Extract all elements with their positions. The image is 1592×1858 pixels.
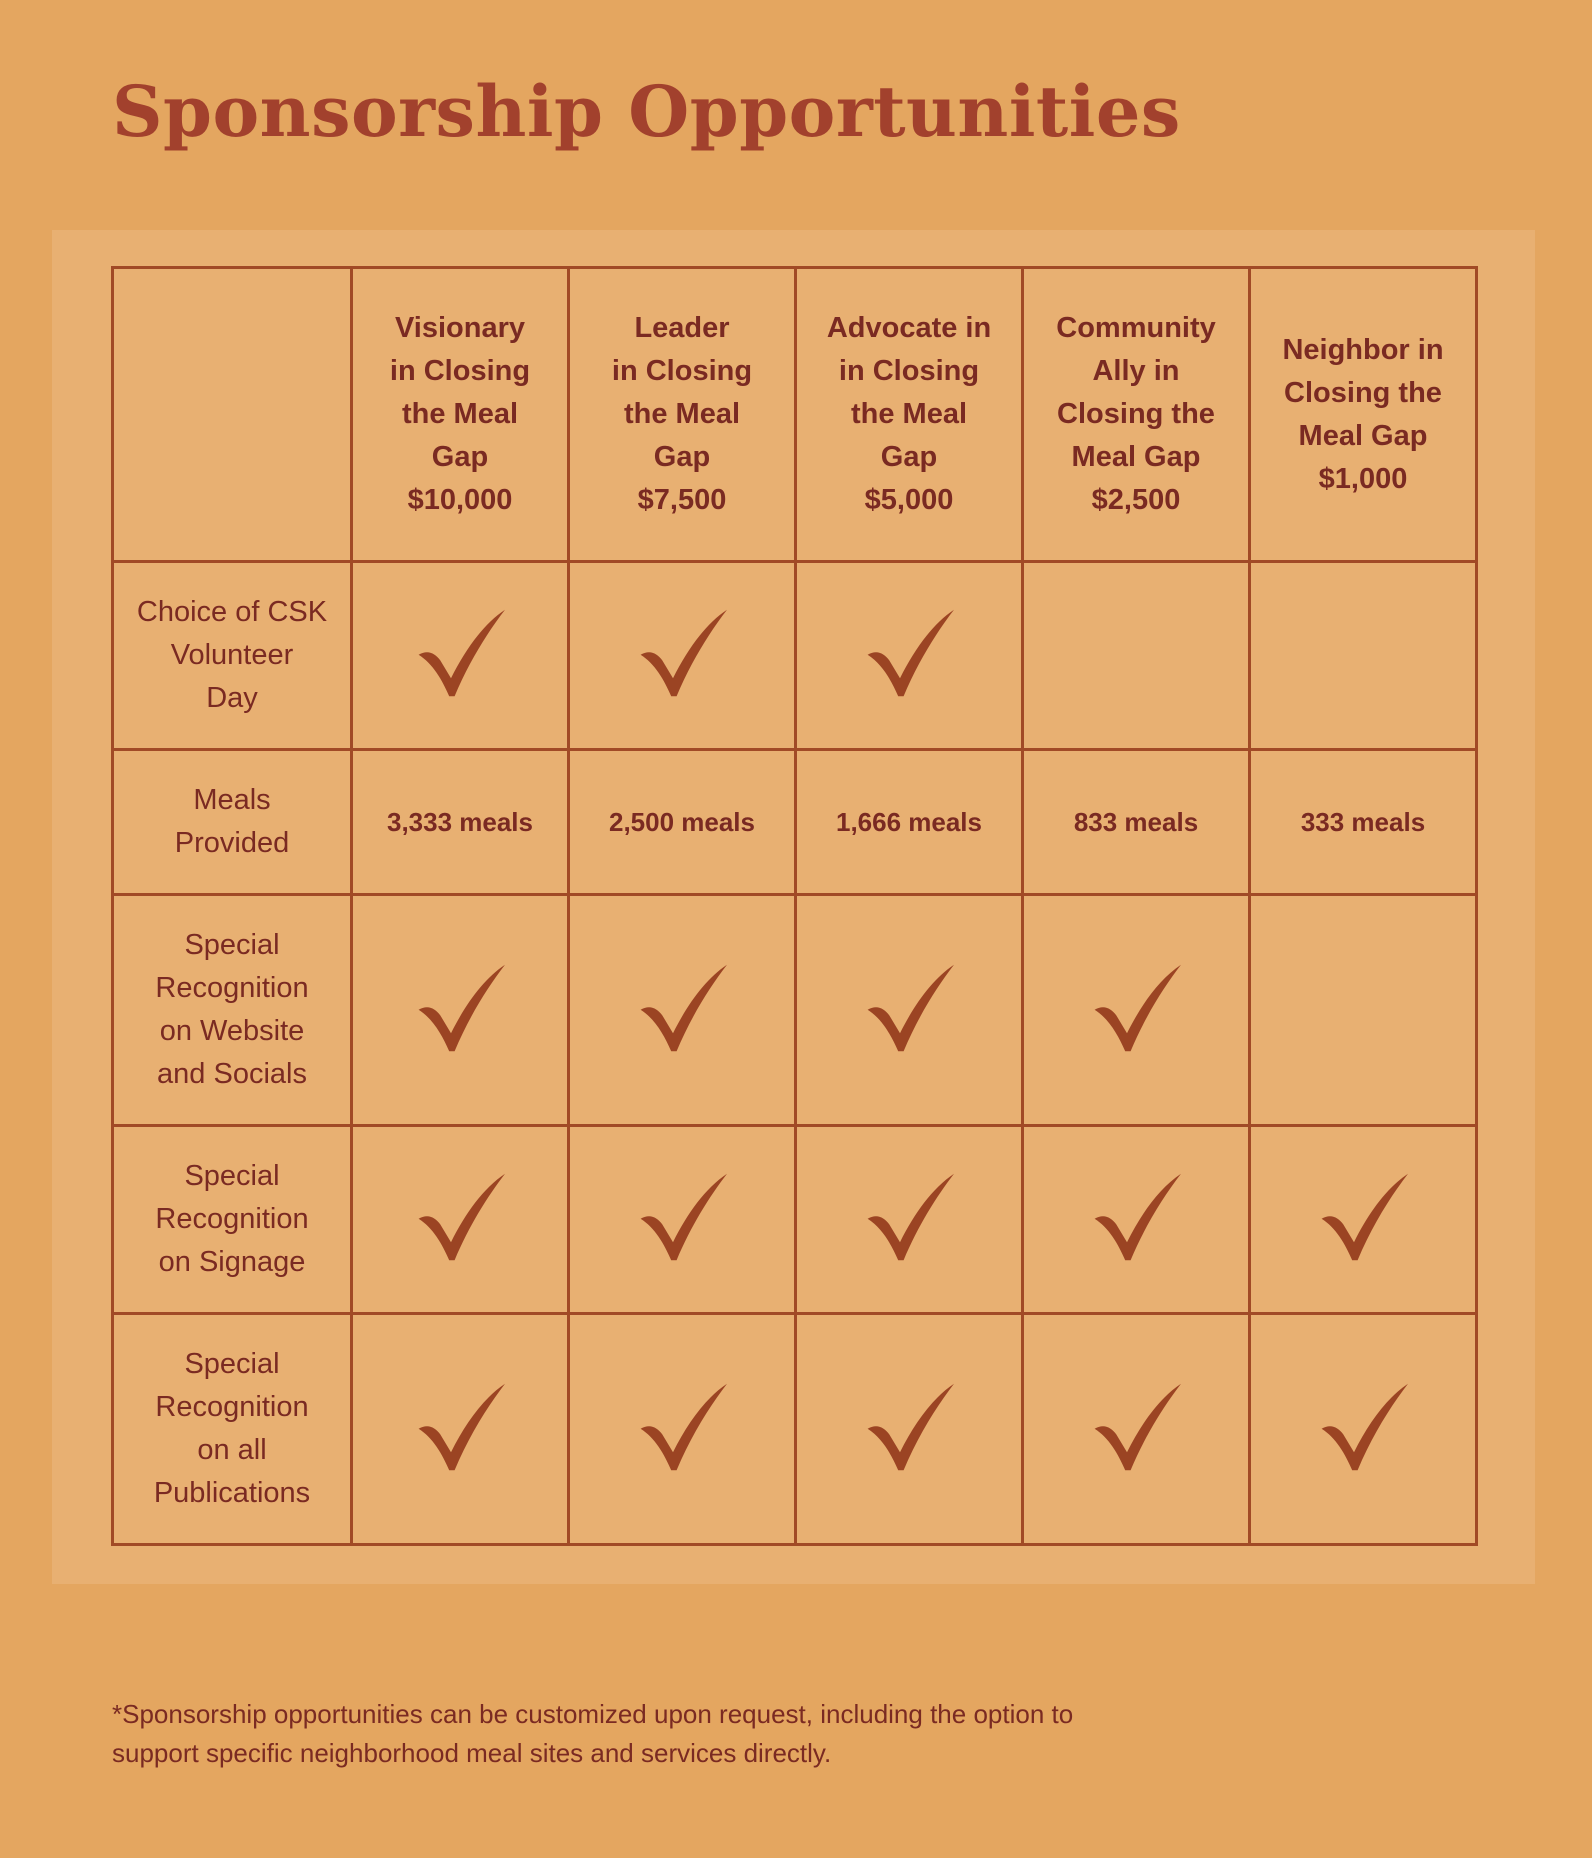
tier-price: $7,500	[637, 484, 727, 516]
meals-cell: 333 meals	[1250, 750, 1477, 895]
benefit-included-cell	[1250, 1314, 1477, 1545]
benefit-included-cell	[1023, 1126, 1250, 1314]
meals-cell: 833 meals	[1023, 750, 1250, 895]
footnote-line: support specific neighborhood meal sites and services directly.	[112, 1738, 832, 1768]
benefit-empty-cell	[1250, 895, 1477, 1126]
table-row	[113, 750, 1477, 895]
checkmark-icon	[864, 608, 954, 698]
tier-price: $1,000	[1318, 462, 1408, 495]
benefit-included-cell	[569, 895, 796, 1126]
footnote-line: *Sponsorship opportunities can be customized upon request, including the option to	[112, 1699, 1074, 1729]
tier-name-line: Gap	[431, 441, 489, 473]
meals-cell: 2,500 meals	[569, 750, 796, 895]
tier-name-line: Leader	[634, 312, 730, 344]
tier-header	[352, 268, 569, 562]
checkmark-icon	[864, 1382, 954, 1472]
sponsorship-table	[111, 266, 1478, 1546]
tier-header-row	[113, 268, 1477, 562]
tier-name-line: Advocate in	[826, 312, 992, 344]
checkmark-icon	[1091, 963, 1181, 1053]
benefit-included-cell	[1023, 1314, 1250, 1545]
tier-name-line: the Meal	[623, 398, 741, 430]
tier-name-line: in Closing	[389, 355, 531, 387]
footnote	[112, 1695, 1212, 1773]
checkmark-icon	[415, 963, 505, 1053]
row-label	[113, 562, 352, 750]
checkmark-icon	[637, 963, 727, 1053]
tier-name-line: the Meal	[401, 398, 519, 430]
row-label-line: Day	[206, 682, 258, 714]
table-row	[113, 1314, 1477, 1545]
row-label-line: Provided	[174, 827, 290, 859]
tier-name-line: Visionary	[394, 312, 526, 344]
benefit-included-cell	[796, 895, 1023, 1126]
benefit-included-cell	[352, 895, 569, 1126]
row-label-line: and Socials	[157, 1058, 307, 1090]
meals-cell: 1,666 meals	[796, 750, 1023, 895]
checkmark-icon	[637, 608, 727, 698]
row-label-line: Publications	[153, 1477, 311, 1509]
tier-header	[1250, 268, 1477, 562]
benefit-included-cell	[569, 562, 796, 750]
row-label-line: on all	[197, 1434, 267, 1466]
benefit-included-cell	[796, 1126, 1023, 1314]
row-label-line: Choice of CSK	[136, 596, 328, 628]
benefit-included-cell	[352, 562, 569, 750]
tier-name-line: in Closing	[611, 355, 753, 387]
benefit-included-cell	[352, 1314, 569, 1545]
checkmark-icon	[1318, 1382, 1408, 1472]
row-label-line: on Signage	[158, 1246, 306, 1278]
row-label-line: Recognition	[155, 1391, 309, 1423]
row-label	[113, 750, 352, 895]
row-label-line: on Website	[159, 1015, 305, 1047]
checkmark-icon	[1091, 1382, 1181, 1472]
page-title: Sponsorship Opportunities	[112, 70, 1181, 153]
checkmark-icon	[1091, 1172, 1181, 1262]
benefit-included-cell	[1250, 1126, 1477, 1314]
tier-name-line: Meal Gap	[1071, 441, 1201, 473]
tier-name-line: the Meal	[850, 398, 968, 430]
checkmark-icon	[864, 1172, 954, 1262]
meals-cell: 3,333 meals	[352, 750, 569, 895]
row-label	[113, 1126, 352, 1314]
tier-name-line: Gap	[880, 441, 938, 473]
benefit-included-cell	[1023, 895, 1250, 1126]
tier-name-line: in Closing	[838, 355, 980, 387]
table-row	[113, 562, 1477, 750]
tier-name-line: Neighbor in	[1282, 333, 1444, 366]
header-corner-cell	[113, 268, 352, 562]
tier-price: $10,000	[407, 484, 513, 516]
benefit-included-cell	[569, 1314, 796, 1545]
tier-name-line: Meal Gap	[1298, 419, 1428, 452]
checkmark-icon	[637, 1172, 727, 1262]
row-label-line: Special	[184, 1160, 280, 1192]
checkmark-icon	[637, 1382, 727, 1472]
row-label-line: Recognition	[155, 1203, 309, 1235]
sponsorship-table-panel	[52, 230, 1535, 1584]
checkmark-icon	[864, 963, 954, 1053]
tier-header	[569, 268, 796, 562]
row-label-line: Recognition	[155, 972, 309, 1004]
tier-header	[796, 268, 1023, 562]
row-label-line: Volunteer	[170, 639, 294, 671]
tier-header	[1023, 268, 1250, 562]
tier-price: $2,500	[1091, 484, 1181, 516]
benefit-included-cell	[352, 1126, 569, 1314]
row-label	[113, 1314, 352, 1545]
benefit-included-cell	[796, 1314, 1023, 1545]
benefit-empty-cell	[1023, 562, 1250, 750]
checkmark-icon	[1318, 1172, 1408, 1262]
table-body	[113, 562, 1477, 1545]
tier-name-line: Ally in	[1092, 355, 1180, 387]
benefit-empty-cell	[1250, 562, 1477, 750]
row-label-line: Special	[184, 929, 280, 961]
row-label	[113, 895, 352, 1126]
row-label-line: Special	[184, 1348, 280, 1380]
benefit-included-cell	[569, 1126, 796, 1314]
tier-name-line: Community	[1056, 312, 1216, 344]
tier-name-line: Closing the	[1057, 398, 1215, 430]
checkmark-icon	[415, 608, 505, 698]
table-row	[113, 1126, 1477, 1314]
tier-price: $5,000	[864, 484, 954, 516]
benefit-included-cell	[796, 562, 1023, 750]
checkmark-icon	[415, 1382, 505, 1472]
table-row	[113, 895, 1477, 1126]
tier-name-line: Gap	[653, 441, 711, 473]
checkmark-icon	[415, 1172, 505, 1262]
tier-name-line: Closing the	[1284, 376, 1442, 409]
row-label-line: Meals	[193, 784, 271, 816]
